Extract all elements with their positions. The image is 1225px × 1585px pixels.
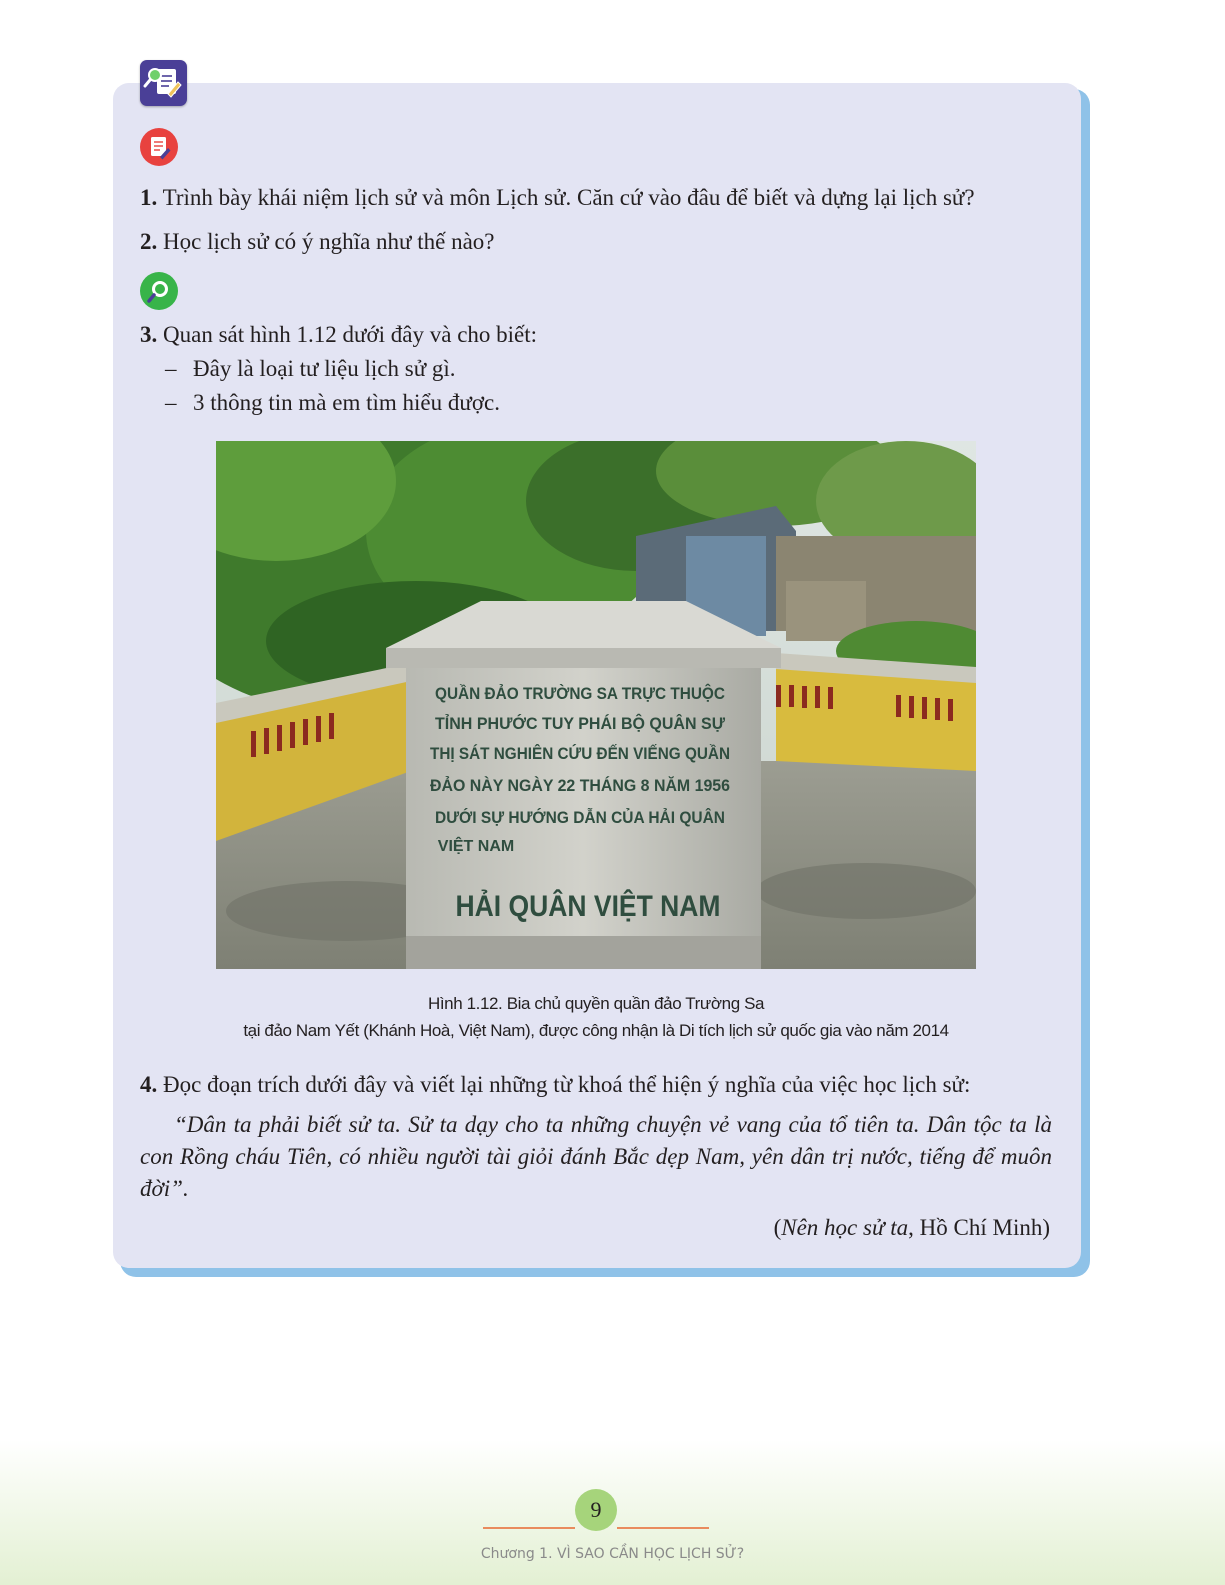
question-3-bullet-1	[165, 354, 456, 384]
question-2-number: 2.	[140, 229, 158, 254]
question-1	[140, 183, 975, 213]
stele-title: HẢI QUÂN VIỆT NAM	[455, 890, 756, 923]
question-4-number: 4.	[140, 1072, 158, 1097]
quote-source-title: Nên học sử ta	[781, 1215, 909, 1240]
magnifier-icon	[140, 272, 178, 310]
bullet-dash: –	[165, 356, 177, 381]
question-3-bullet-2	[165, 388, 500, 418]
quote-source	[774, 1213, 1050, 1243]
figure-caption-line-1: Hình 1.12. Bia chủ quyền quần đảo Trường Sa	[427, 994, 765, 1013]
stele-line-4: ĐẢO NÀY NGÀY 22 THÁNG 8 NĂM 1956	[430, 776, 730, 795]
question-3-bullet-2-text: 3 thông tin mà em tìm hiểu được.	[193, 390, 500, 415]
figure-caption-line-2: tại đảo Nam Yết (Khánh Hoà, Việt Nam), được công nhận là Di tích lịch sử quốc gia vào năm 2014	[243, 1021, 949, 1040]
footer-divider-right	[617, 1527, 709, 1529]
question-2-text: Học lịch sử có ý nghĩa như thế nào?	[157, 229, 495, 254]
question-3	[140, 320, 537, 350]
stele-line-6: VIỆT NAM	[437, 838, 515, 855]
pencil-note-icon	[140, 128, 178, 166]
page-number: 9	[575, 1489, 617, 1531]
quote-source-open: (	[773, 1215, 782, 1240]
question-3-bullet-1-text: Đây là loại tư liệu lịch sử gì.	[193, 356, 456, 381]
stele-line-1: QUẦN ĐẢO TRƯỜNG SA TRỰC THUỘC	[435, 684, 725, 703]
chapter-title: Chương 1. VÌ SAO CẦN HỌC LỊCH SỬ?	[480, 1546, 745, 1562]
quote-excerpt	[140, 1109, 1052, 1205]
question-3-text: Quan sát hình 1.12 dưới đây và cho biết:	[157, 322, 538, 347]
quote-source-author: , Hồ Chí Minh)	[908, 1215, 1050, 1240]
bullet-dash: –	[165, 390, 177, 415]
question-4	[140, 1070, 970, 1100]
question-2	[140, 227, 495, 257]
question-4-text: Đọc đoạn trích dưới đây và viết lại những từ khoá thể hiện ý nghĩa của việc học lịch sử:	[157, 1072, 971, 1097]
question-1-text: Trình bày khái niệm lịch sử và môn Lịch sử. Căn cứ vào đâu để biết và dựng lại lịch sử?	[157, 185, 975, 210]
stele-line-2: TỈNH PHƯỚC TUY PHÁI BỘ QUÂN SỰ	[435, 714, 726, 733]
quote-text: “Dân ta phải biết sử ta. Sử ta dạy cho ta những chuyện vẻ vang của tổ tiên ta. Dân tộc ta là con Rồng cháu Tiên, có nhiều người tài giỏi đánh Bắc dẹp Nam, yên dân trị nước, tiếng để muôn đời”.	[140, 1112, 1052, 1201]
stele-line-3: THỊ SÁT NGHIÊN CỨU ĐẾN VIẾNG QUẦN	[430, 744, 730, 763]
magnifier-note-icon	[140, 60, 187, 106]
stele-line-5: DƯỚI SỰ HƯỚNG DẪN CỦA HẢI QUÂN	[435, 808, 725, 827]
sovereignty-stele-photo	[216, 441, 976, 969]
question-1-number: 1.	[140, 185, 158, 210]
question-3-number: 3.	[140, 322, 158, 347]
footer-divider-left	[483, 1527, 575, 1529]
